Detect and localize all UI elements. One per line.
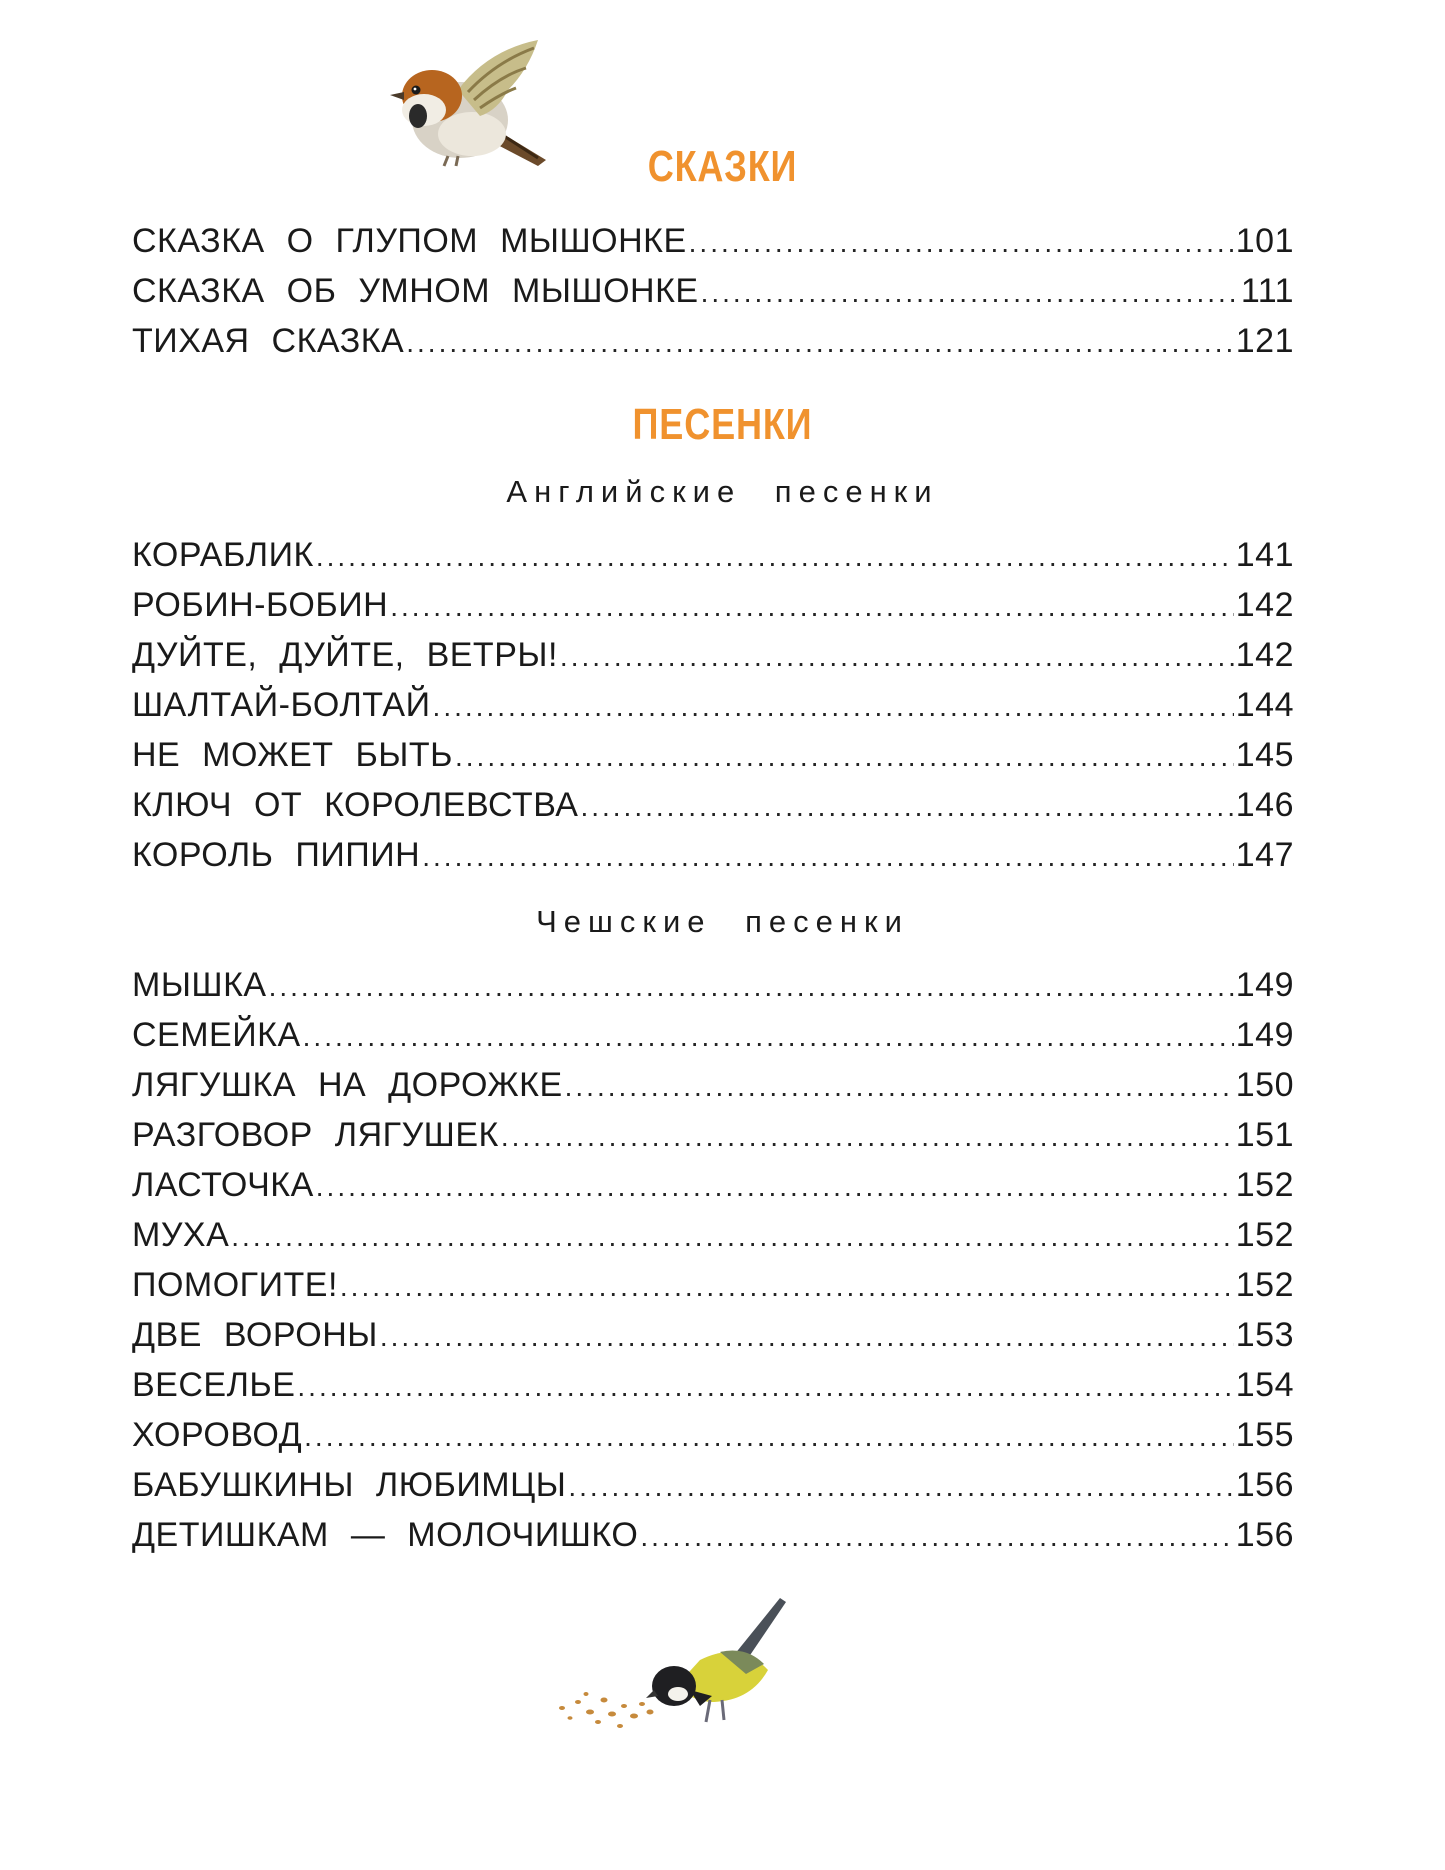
- toc-entry-page: 151: [1235, 1116, 1294, 1154]
- subheading-czech-songs: Чешские песенки: [536, 904, 909, 939]
- toc-dot-leader: [689, 218, 1234, 268]
- toc-entry[interactable]: [132, 780, 1294, 830]
- toc-entry[interactable]: [132, 730, 1294, 780]
- toc-entry-page: 154: [1235, 1366, 1294, 1404]
- toc-entry[interactable]: [132, 266, 1294, 316]
- toc-dot-leader: [701, 268, 1239, 318]
- toc-entry-title: РОБИН-БОБИН: [132, 586, 389, 624]
- toc-entry-title: НЕ МОЖЕТ БЫТЬ: [132, 736, 453, 774]
- toc-entry-page: 141: [1235, 536, 1294, 574]
- toc-entry-title: ЛЯГУШКА НА ДОРОЖКЕ: [132, 1066, 563, 1104]
- toc-dot-leader: [390, 582, 1234, 632]
- toc-entry-title: ХОРОВОД: [132, 1416, 303, 1454]
- toc-entry-page: 152: [1235, 1266, 1294, 1304]
- toc-entry[interactable]: [132, 580, 1294, 630]
- toc-dot-leader: [455, 732, 1234, 782]
- toc-dot-leader: [422, 832, 1234, 882]
- toc-entry-page: 142: [1235, 586, 1294, 624]
- toc-entry[interactable]: [132, 1310, 1294, 1360]
- toc-entry[interactable]: [132, 1510, 1294, 1560]
- toc-entry[interactable]: [132, 680, 1294, 730]
- toc-entry-page: 156: [1235, 1466, 1294, 1504]
- toc-entry-title: ЛАСТОЧКА: [132, 1166, 314, 1204]
- toc-entry-title: ДВЕ ВОРОНЫ: [132, 1316, 378, 1354]
- toc-entry[interactable]: [132, 1360, 1294, 1410]
- toc-dot-leader: [297, 1362, 1233, 1412]
- toc-entry-page: 121: [1235, 322, 1294, 360]
- toc-entry-page: 155: [1235, 1416, 1294, 1454]
- toc-entry-page: 152: [1235, 1166, 1294, 1204]
- toc-group-english-songs: [132, 530, 1294, 880]
- toc-entry-page: 146: [1235, 786, 1294, 824]
- toc-entry[interactable]: [132, 1160, 1294, 1210]
- toc-entry-title: ТИХАЯ СКАЗКА: [132, 322, 405, 360]
- toc-dot-leader: [501, 1112, 1234, 1162]
- toc-dot-leader: [568, 1462, 1233, 1512]
- toc-dot-leader: [580, 782, 1233, 832]
- section-title-tales: СКАЗКИ: [647, 142, 798, 191]
- toc-entry[interactable]: [132, 630, 1294, 680]
- toc-entry-page: 147: [1235, 836, 1294, 874]
- toc-entry-page: 142: [1235, 636, 1294, 674]
- toc-dot-leader: [316, 1162, 1234, 1212]
- toc-entry[interactable]: [132, 530, 1294, 580]
- toc-entry[interactable]: [132, 1260, 1294, 1310]
- toc-entry-title: БАБУШКИНЫ ЛЮБИМЦЫ: [132, 1466, 567, 1504]
- toc-dot-leader: [303, 1012, 1234, 1062]
- toc-entry[interactable]: [132, 1060, 1294, 1110]
- toc-entry-page: 156: [1235, 1516, 1294, 1554]
- toc-entry-title: ДУЙТЕ, ДУЙТЕ, ВЕТРЫ!: [132, 636, 558, 674]
- toc-entry-page: 152: [1235, 1216, 1294, 1254]
- toc-entry-title: ПОМОГИТЕ!: [132, 1266, 338, 1304]
- toc-dot-leader: [304, 1412, 1234, 1462]
- toc-entry[interactable]: [132, 960, 1294, 1010]
- toc-dot-leader: [640, 1512, 1233, 1562]
- toc-dot-leader: [316, 532, 1234, 582]
- toc-entry-title: МУХА: [132, 1216, 230, 1254]
- toc-entry[interactable]: [132, 1460, 1294, 1510]
- toc-entry[interactable]: [132, 216, 1294, 266]
- toc-entry-title: КОРОЛЬ ПИПИН: [132, 836, 421, 874]
- toc-entry-page: 101: [1235, 222, 1294, 260]
- toc-entry-page: 111: [1240, 272, 1294, 310]
- toc-entry[interactable]: [132, 1410, 1294, 1460]
- toc-entry-page: 149: [1235, 1016, 1294, 1054]
- toc-entry-page: 149: [1235, 966, 1294, 1004]
- toc-dot-leader: [340, 1262, 1234, 1312]
- toc-entry-page: 145: [1235, 736, 1294, 774]
- toc-group-tales: [132, 216, 1294, 366]
- toc-entry[interactable]: [132, 1110, 1294, 1160]
- toc-entry[interactable]: [132, 1210, 1294, 1260]
- toc-dot-leader: [560, 632, 1234, 682]
- toc-dot-leader: [433, 682, 1234, 732]
- toc-dot-leader: [380, 1312, 1234, 1362]
- toc-entry-page: 144: [1235, 686, 1294, 724]
- toc-entry[interactable]: [132, 830, 1294, 880]
- toc-dot-leader: [565, 1062, 1234, 1112]
- toc-entry[interactable]: [132, 316, 1294, 366]
- toc-entry-title: СКАЗКА ОБ УМНОМ МЫШОНКЕ: [132, 272, 699, 310]
- toc-entry[interactable]: [132, 1010, 1294, 1060]
- toc-entry-title: ДЕТИШКАМ — МОЛОЧИШКО: [132, 1516, 639, 1554]
- toc-entry-title: СЕМЕЙКА: [132, 1016, 301, 1054]
- toc-entry-page: 153: [1235, 1316, 1294, 1354]
- toc-entry-title: КЛЮЧ ОТ КОРОЛЕВСТВА: [132, 786, 579, 824]
- toc-entry-title: КОРАБЛИК: [132, 536, 314, 574]
- toc-entry-title: МЫШКА: [132, 966, 267, 1004]
- great-tit-illustration: [550, 1590, 810, 1740]
- subheading-english-songs: Английские песенки: [506, 474, 939, 509]
- toc-entry-page: 150: [1235, 1066, 1294, 1104]
- toc-group-czech-songs: [132, 960, 1294, 1560]
- toc-entry-title: СКАЗКА О ГЛУПОМ МЫШОНКЕ: [132, 222, 687, 260]
- toc-entry-title: ШАЛТАЙ-БОЛТАЙ: [132, 686, 431, 724]
- toc-entry-title: ВЕСЕЛЬЕ: [132, 1366, 296, 1404]
- toc-entry-title: РАЗГОВОР ЛЯГУШЕК: [132, 1116, 499, 1154]
- toc-dot-leader: [231, 1212, 1233, 1262]
- toc-dot-leader: [406, 318, 1234, 368]
- section-title-songs: ПЕСЕНКИ: [632, 400, 813, 449]
- toc-dot-leader: [269, 962, 1234, 1012]
